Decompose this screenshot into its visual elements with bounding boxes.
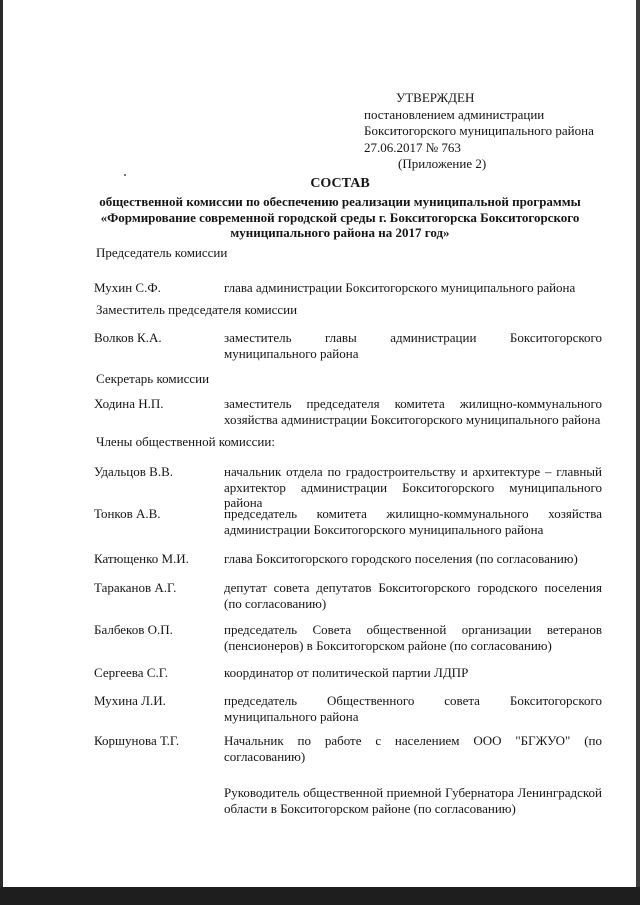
member-role: Начальник по работе с населением ООО "БГЖУО" (по согласованию) xyxy=(224,733,602,764)
scan-edge-left xyxy=(0,0,3,905)
approval-title: УТВЕРЖДЕН xyxy=(396,90,475,105)
approval-line: постановлением администрации xyxy=(364,106,545,122)
section-deputy: Заместитель председателя комиссии xyxy=(96,302,298,317)
member-role: депутат совета депутатов Бокситогорского городского поселения (по согласованию) xyxy=(224,580,602,611)
member-name: Катющенко М.И. xyxy=(94,551,189,566)
member-name: Балбеков О.П. xyxy=(94,622,173,637)
member-role: координатор от политической партии ЛДПР xyxy=(224,665,469,680)
section-members: Члены общественной комиссии: xyxy=(96,434,275,449)
member-role: заместитель главы администрации Бокситогорского муниципального района xyxy=(224,330,602,361)
member-role: заместитель председателя комитета жилищно-коммунального хозяйства администрации Бокситогорского муниципального района xyxy=(224,396,602,427)
document-subtitle-line: общественной комиссии по обеспечению реализации муниципальной программы xyxy=(99,194,581,209)
member-name: Мухина Л.И. xyxy=(94,693,166,708)
scan-edge-bottom xyxy=(0,887,640,905)
member-role: председатель комитета жилищно-коммунального хозяйства администрации Бокситогорского муниципального района xyxy=(224,506,602,537)
member-role: начальник отдела по градостроительству и архитектуре – главный архитектор администрации Бокситогорского муниципального района xyxy=(224,464,602,510)
member-role: председатель Совета общественной организации ветеранов (пенсионеров) в Бокситогорском районе (по согласованию) xyxy=(224,622,602,653)
member-name: Волков К.А. xyxy=(94,330,162,345)
member-name: Ходина Н.П. xyxy=(94,396,164,411)
member-name: Сергеева С.Г. xyxy=(94,665,169,680)
document-heading xyxy=(96,175,584,241)
approval-date: 27.06.2017 № 763 xyxy=(364,139,461,155)
member-role: Руководитель общественной приемной Губернатора Ленинградской области в Бокситогорском районе (по согласованию) xyxy=(224,785,602,816)
document-subtitle-line: «Формирование современной городской среды г. Бокситогорска Бокситогорского xyxy=(100,209,580,225)
document-subtitle-line: муниципального района на 2017 год» xyxy=(230,225,450,240)
section-chairman: Председатель комиссии xyxy=(96,245,228,260)
appendix-label: (Приложение 2) xyxy=(398,156,487,171)
approval-block xyxy=(364,90,614,173)
member-name: Тонков А.В. xyxy=(94,506,161,521)
member-name: Тараканов А.Г. xyxy=(94,580,177,595)
member-name: Коршунова Т.Г. xyxy=(94,733,180,748)
section-secretary: Секретарь комиссии xyxy=(96,371,210,386)
member-name: Мухин С.Ф. xyxy=(94,280,161,295)
member-name: Удальцов В.В. xyxy=(94,464,173,479)
document-title: СОСТАВ xyxy=(310,176,370,191)
member-role: председатель Общественного совета Бокситогорского муниципального района xyxy=(224,693,602,724)
member-role: глава Бокситогорского городского поселения (по согласованию) xyxy=(224,551,578,566)
scan-edge-right xyxy=(636,0,640,905)
member-role: глава администрации Бокситогорского муниципального района xyxy=(224,280,576,295)
approval-line: Бокситогорского муниципального района xyxy=(364,123,594,138)
